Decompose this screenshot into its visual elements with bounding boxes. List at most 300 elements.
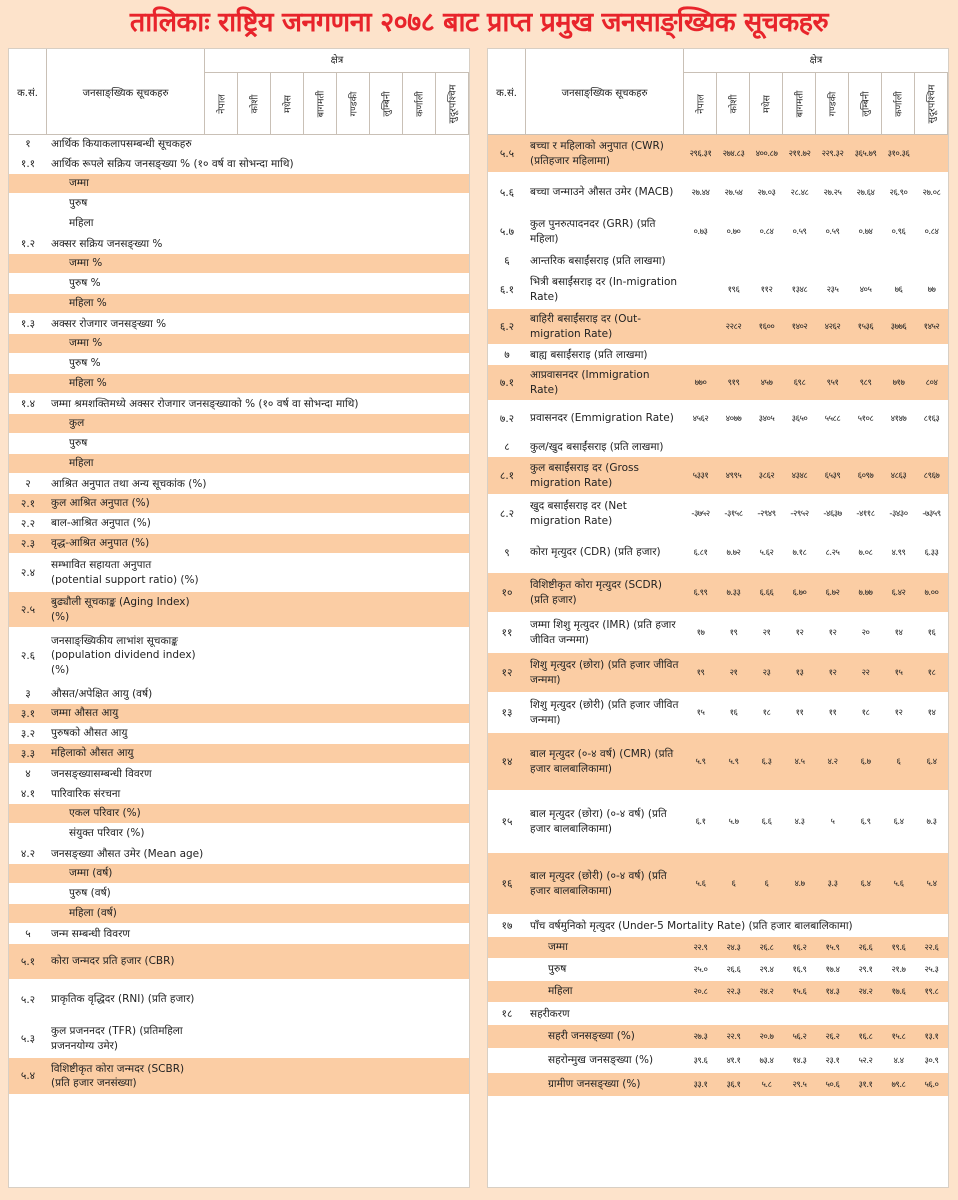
value-cell [337,704,370,723]
value-cell [304,904,337,923]
value-cell [304,554,337,591]
value-cell [403,274,436,293]
value-cell [238,824,271,843]
value-cell: १३४८ [791,285,808,295]
value-cell: २२८२ [725,322,742,332]
value-cell: ०.७० [726,227,741,237]
value-cell [238,554,271,591]
value-cell: ८०४ [925,378,938,388]
value-cell: २१ [762,628,771,638]
value-cell [403,704,436,723]
value-cell: ०.९६ [891,227,906,237]
value-cell: -२९४९ [757,509,776,519]
value-cell [370,704,403,723]
indicator-label: जम्मा % [69,337,103,350]
value-cell [238,804,271,823]
value-cell [403,824,436,843]
value-cell: ५ [830,817,835,827]
value-cell [304,434,337,453]
table-row [488,437,948,457]
table-row [9,514,469,534]
value-cell [337,1020,370,1057]
indicator-label: कुल आश्रित अनुपात (%) [51,497,150,510]
table-row [9,334,469,354]
value-cell: ११ [795,708,804,718]
table-body [9,135,469,1187]
value-cell [337,904,370,923]
row-number: ११ [501,626,513,639]
value-cell [337,274,370,293]
province-header [205,73,238,135]
row-number: ४.१ [20,787,36,800]
table-row [488,135,948,173]
value-cell [205,824,238,843]
value-cell: ९५१ [826,378,839,388]
value-cell: ३३.१ [693,1080,708,1090]
province-label: गण्डकी [348,91,360,117]
value-cell [238,980,271,1019]
value-cell: ६ [896,757,901,767]
value-cell [436,534,469,553]
region-header-group [205,49,469,135]
row-number [9,804,47,823]
row-number [9,194,47,213]
value-cell [304,454,337,473]
value-cell [271,214,304,233]
value-cell [238,174,271,193]
value-cell: ०.७४ [858,227,873,237]
value-cell [304,628,337,683]
value-cell [684,271,717,308]
table-row [9,354,469,374]
table-row [9,684,469,704]
indicator-label: संयुक्त परिवार (%) [69,827,145,840]
value-cell: १३ [795,668,804,678]
value-cell [403,194,436,213]
value-cell [271,864,304,883]
value-cell [205,514,238,533]
value-cell: १४.३ [792,1056,807,1066]
value-cell [205,554,238,591]
value-cell: ०.५९ [792,227,807,237]
indicator-label: जम्मा औसत आयु [51,707,119,720]
province-label: मधेस [282,95,294,113]
value-cell [337,534,370,553]
value-cell: ४.३ [794,817,805,827]
row-number: ९ [504,546,510,559]
indicator-label: महिला % [69,297,107,310]
value-cell [304,494,337,513]
value-cell [304,884,337,903]
value-cell [337,592,370,627]
row-number: ५.७ [499,225,515,238]
value-cell [271,254,304,273]
value-cell [403,1058,436,1094]
table-row [9,864,469,884]
value-cell [238,628,271,683]
province-header [238,73,271,135]
value-cell [238,864,271,883]
value-cell [271,534,304,553]
row-number: ५.६ [499,186,515,199]
value-cell [271,454,304,473]
row-number: ८.२ [499,507,515,520]
table-row [9,474,469,494]
value-cell [370,884,403,903]
value-cell: २२.९ [693,943,708,953]
value-cell [403,744,436,763]
page-title: तालिकाः राष्ट्रिय जनगणना २०७८ बाट प्राप्त प्रमुख जनसाङ्ख्यिक सूचकहरु [129,7,829,38]
value-cell [304,194,337,213]
indicator-label: जम्मा (वर्ष) [69,867,113,880]
value-cell [271,704,304,723]
row-number [9,414,47,433]
value-cell: ३७७६ [890,322,907,332]
value-cell: ७.३३ [726,588,741,598]
row-number: २.५ [20,603,36,616]
row-number [488,981,526,1002]
value-cell: १४०२ [791,322,808,332]
value-cell: २६.६ [858,943,873,953]
table-row [9,174,469,194]
indicator-label: शिशु मृत्युदर (छोरी) (प्रति हजार जीवित जन्ममा) [530,699,679,726]
row-number [9,334,47,353]
num-header: क.सं. [488,49,526,135]
value-cell [436,454,469,473]
value-cell: ६ [764,879,769,889]
value-cell: ३४०५ [758,414,775,424]
value-cell: १८ [762,708,771,718]
value-cell [436,214,469,233]
section-heading: पारिवारिक संरचना [51,787,121,800]
value-cell [337,414,370,433]
indicator-label: बुढ्यौली सूचकाङ्क (Aging Index) (%) [51,596,190,623]
table-row [9,254,469,274]
value-cell: ४५७ [760,378,773,388]
value-cell: ९१९ [727,378,740,388]
indicator-label: महिला (वर्ष) [69,907,117,920]
value-cell [304,864,337,883]
table-row [9,904,469,924]
value-cell [403,254,436,273]
row-number: ५ [25,927,31,940]
value-cell [403,214,436,233]
province-header [717,73,750,135]
value-cell [370,514,403,533]
value-cell [370,454,403,473]
table-row [488,791,948,853]
value-cell [403,514,436,533]
value-cell: ६.९ [860,817,871,827]
value-cell [304,374,337,393]
value-cell [337,194,370,213]
value-cell: ७६ [894,285,903,295]
row-number [488,937,526,958]
indicator-label: पुरुष [69,437,88,450]
value-cell [337,724,370,743]
value-cell [436,194,469,213]
value-cell: १४ [927,708,936,718]
value-cell: ५५८८ [824,414,841,424]
row-number: १८ [501,1007,513,1020]
province-label: मधेस [761,95,773,113]
value-cell: ५.८ [761,1080,772,1090]
value-cell [205,1020,238,1057]
section-heading: जन्म सम्बन्धी विवरण [51,927,130,940]
indicator-label: पुरुष [548,963,567,976]
value-cell: २२९.३२ [821,149,844,159]
indicator-label: बाहिरी बसाईंसराइ दर (Out-migration Rate) [530,313,642,340]
value-cell: २५.० [693,965,708,975]
value-cell [403,628,436,683]
row-number [9,294,47,313]
indicator-label: पुरुष % [69,357,101,370]
table-row [488,937,948,959]
value-cell [271,980,304,1019]
value-cell [436,628,469,683]
table-row [9,592,469,628]
value-cell: १४ [894,628,903,638]
value-cell [436,724,469,743]
province-header [304,73,337,135]
table-row [488,309,948,345]
indicator-header: जनसाङ्ख्यिक सूचकहरु [47,49,205,135]
value-cell [304,704,337,723]
province-header [370,73,403,135]
value-cell [205,904,238,923]
value-cell: ७.७७ [858,588,873,598]
row-number: २.१ [20,497,36,510]
value-cell [436,174,469,193]
value-cell: ४.७ [794,879,805,889]
row-number: ४ [25,767,31,780]
value-cell [403,374,436,393]
table-row [9,194,469,214]
table-row [9,135,469,154]
value-cell: ८९६७ [923,471,940,481]
value-cell [370,494,403,513]
value-cell: १४.३ [825,987,840,997]
value-cell: ६९८ [793,378,806,388]
value-cell: ७.३ [926,817,937,827]
table-row [488,853,948,915]
value-cell [271,884,304,903]
value-cell [238,534,271,553]
value-cell: १९ [696,668,705,678]
table-row [9,784,469,804]
value-cell [271,194,304,213]
row-number: २.३ [20,537,36,550]
value-cell: २२.६ [924,943,939,953]
section-heading: आन्तरिक बसाईंसराइ (प्रति लाखमा) [530,254,666,267]
province-header [271,73,304,135]
value-cell [271,274,304,293]
value-cell [370,744,403,763]
value-cell: २३५ [826,285,839,295]
value-cell [436,884,469,903]
value-cell: २७.४४ [691,188,710,198]
row-number: ६ [504,254,510,267]
row-number [9,274,47,293]
value-cell: ७.०८ [858,548,873,558]
value-cell: २७.०८ [922,188,941,198]
indicator-label: कोरा मृत्युदर (CDR) (प्रति हजार) [530,546,661,559]
value-cell [403,904,436,923]
value-cell [337,804,370,823]
indicator-label: कुल [69,417,85,430]
value-cell [238,274,271,293]
indicator-label: सहरी जनसङ्ख्या (%) [548,1030,635,1043]
value-cell: ३.३ [827,879,838,889]
table-row [9,628,469,684]
value-cell [370,944,403,979]
value-cell: ०.८४ [924,227,939,237]
value-cell [271,354,304,373]
province-label: कोशी [249,94,261,114]
value-cell: ६.३ [761,757,772,767]
table-row [488,251,948,271]
value-cell [370,354,403,373]
indicator-label: कोरा जन्मदर प्रति हजार (CBR) [51,955,175,968]
value-cell: ४९९५ [725,471,742,481]
value-cell [436,980,469,1019]
value-cell: २०.८ [693,987,708,997]
row-number: ४.२ [20,847,36,860]
value-cell: ६.७२ [825,588,840,598]
row-number [488,1025,526,1048]
value-cell: १२ [795,628,804,638]
province-header [750,73,783,135]
row-number: ५.४ [20,1070,36,1082]
value-cell [403,980,436,1019]
value-cell: २८.४८ [790,188,809,198]
value-cell [205,334,238,353]
value-cell: २७४.८३ [722,149,745,159]
value-cell [205,884,238,903]
value-cell: २४.२ [759,987,774,997]
value-cell [403,334,436,353]
value-cell [238,724,271,743]
value-cell: ५.७ [728,817,739,827]
value-cell [238,1020,271,1057]
section-heading: अक्सर सक्रिय जनसङ्ख्या % [51,237,163,250]
value-cell: २७.६४ [856,188,875,198]
row-number: १.३ [20,317,36,330]
table-row [488,271,948,309]
value-cell [238,1058,271,1094]
value-cell [205,374,238,393]
value-cell [436,274,469,293]
value-cell: २५.३ [924,965,939,975]
value-cell [304,944,337,979]
indicator-label: पुरुषको औसत आयु [51,727,128,740]
value-cell [271,554,304,591]
value-cell [271,724,304,743]
value-cell: १५ [894,668,903,678]
value-cell [238,904,271,923]
value-cell [337,628,370,683]
section-heading: औसत/अपेक्षित आयु (वर्ष) [51,687,153,700]
indicator-label: कुल प्रजननदर (TFR) (प्रतिमहिला प्रजननयोग्य उमेर) [51,1025,183,1052]
row-number: २.२ [20,517,36,530]
value-cell [370,1058,403,1094]
row-number: १ [25,138,31,150]
table-row [9,764,469,784]
table-row [9,884,469,904]
value-cell [436,434,469,453]
value-cell [304,214,337,233]
value-cell: ३१.१ [858,1080,873,1090]
value-cell: ४.४ [893,1056,904,1066]
value-cell [271,434,304,453]
value-cell [304,824,337,843]
table-row [9,744,469,764]
indicator-label: पुरुष (वर्ष) [69,887,111,900]
value-cell [370,434,403,453]
indicator-label: वृद्ध-आश्रित अनुपात (%) [51,537,150,550]
value-cell: १२ [828,628,837,638]
value-cell [684,309,717,344]
province-label: नेपाल [695,94,707,114]
value-cell [271,1058,304,1094]
value-cell: ५१०८ [857,414,874,424]
row-number [9,214,47,233]
value-cell: २२.३ [726,987,741,997]
table-row [9,534,469,554]
indicator-label: बाल मृत्युदर (०-४ वर्ष) (CMR) (प्रति हजार बालबालिकामा) [530,748,674,775]
value-cell: ५.४ [926,879,937,889]
value-cell: २६.२ [825,1032,840,1042]
value-cell [370,534,403,553]
value-cell [403,884,436,903]
value-cell [337,744,370,763]
row-number: ३.२ [20,727,36,740]
value-cell: १५.६ [792,987,807,997]
table-row [488,533,948,573]
value-cell [205,1058,238,1094]
table-row [9,214,469,234]
value-cell: -३१५८ [724,509,743,519]
value-cell [403,414,436,433]
value-cell: ६.७ [860,757,871,767]
value-cell [337,294,370,313]
row-number [9,254,47,273]
value-cell [205,414,238,433]
value-cell [205,214,238,233]
value-cell [370,294,403,313]
value-cell [238,454,271,473]
indicator-label: विशिष्टीकृत कोरा जन्मदर (SCBR) (प्रति हजार जनसंख्या) [51,1062,185,1089]
province-label: बागमती [794,90,806,118]
value-cell: २०.७ [759,1032,774,1042]
value-cell: २० [861,628,870,638]
table-row [488,573,948,613]
value-cell: ४.२ [827,757,838,767]
value-cell [205,628,238,683]
row-number [488,1073,526,1096]
row-number: ५.५ [499,147,515,160]
value-cell [436,354,469,373]
table-row [9,1058,469,1095]
value-cell: १७.६ [891,987,906,997]
row-number: ८.१ [499,469,515,482]
table-row [488,495,948,533]
province-label: लुम्बिनी [860,91,872,117]
value-cell [370,554,403,591]
value-cell: -२९५२ [790,509,809,519]
value-cell [205,864,238,883]
province-label: बागमती [315,90,327,118]
